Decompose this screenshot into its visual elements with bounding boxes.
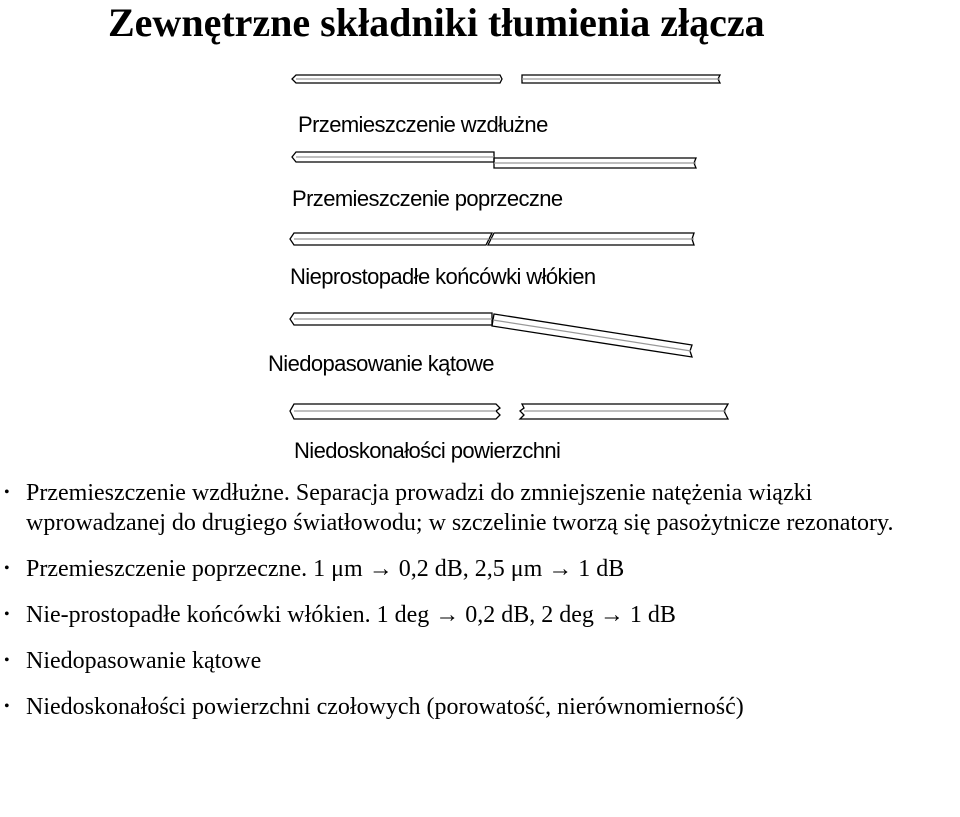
bullet-list (0, 478, 958, 722)
bullet-text-mid: 0,2 dB, 2,5 μm (398, 556, 543, 582)
page-title: Zewnętrzne składniki tłumienia złącza (108, 0, 765, 45)
list-item (0, 692, 958, 722)
bullet-icon: • (4, 652, 10, 669)
list-item (0, 478, 958, 538)
bullet-text: Niedoskonałości powierzchni czołowych (porowatość, nierównomierność) (26, 694, 744, 720)
figure-label-angular: Niedopasowanie kątowe (268, 351, 494, 376)
arrow-right-icon: → (548, 556, 573, 582)
arrow-right-icon: → (435, 602, 460, 628)
arrow-right-icon: → (368, 556, 393, 582)
arrow-right-icon: → (599, 602, 624, 628)
bullet-text-lead: Przemieszczenie poprzeczne. 1 μm (26, 556, 363, 582)
figure-label-angled-ends: Nieprostopadłe końcówki włókien (290, 264, 596, 289)
bullet-text: Przemieszczenie wzdłużne. Separacja prowadzi do zmniejszenie natężenia wiązki wprowadzanej do drugiego światłowodu; w szczelinie tworzą się pasożytnicze rezonatory. (26, 480, 894, 536)
fiber-pair-longitudinal (292, 75, 720, 83)
bullet-text: Niedopasowanie kątowe (26, 648, 262, 674)
bullet-text-lead: Nie-prostopadłe końcówki włókien. 1 deg (26, 602, 430, 628)
list-item (0, 554, 958, 584)
list-item (0, 600, 958, 630)
figure-label-surface: Niedoskonałości powierzchni (294, 438, 561, 463)
fiber-pair-transverse (292, 152, 696, 168)
fiber-pair-angled-ends (290, 233, 694, 245)
bullet-icon: • (4, 484, 10, 501)
fiber-pair-surface (290, 404, 728, 419)
list-item (0, 646, 958, 676)
bullet-icon: • (4, 698, 10, 715)
bullet-icon: • (4, 606, 10, 623)
figure-label-transverse: Przemieszczenie poprzeczne (292, 186, 563, 211)
figure-label-longitudinal: Przemieszczenie wzdłużne (298, 112, 548, 137)
bullet-text-tail: 1 dB (578, 556, 625, 582)
bullet-icon: • (4, 560, 10, 577)
bullet-text-tail: 1 dB (629, 602, 676, 628)
bullet-text-mid: 0,2 dB, 2 deg (465, 602, 594, 628)
